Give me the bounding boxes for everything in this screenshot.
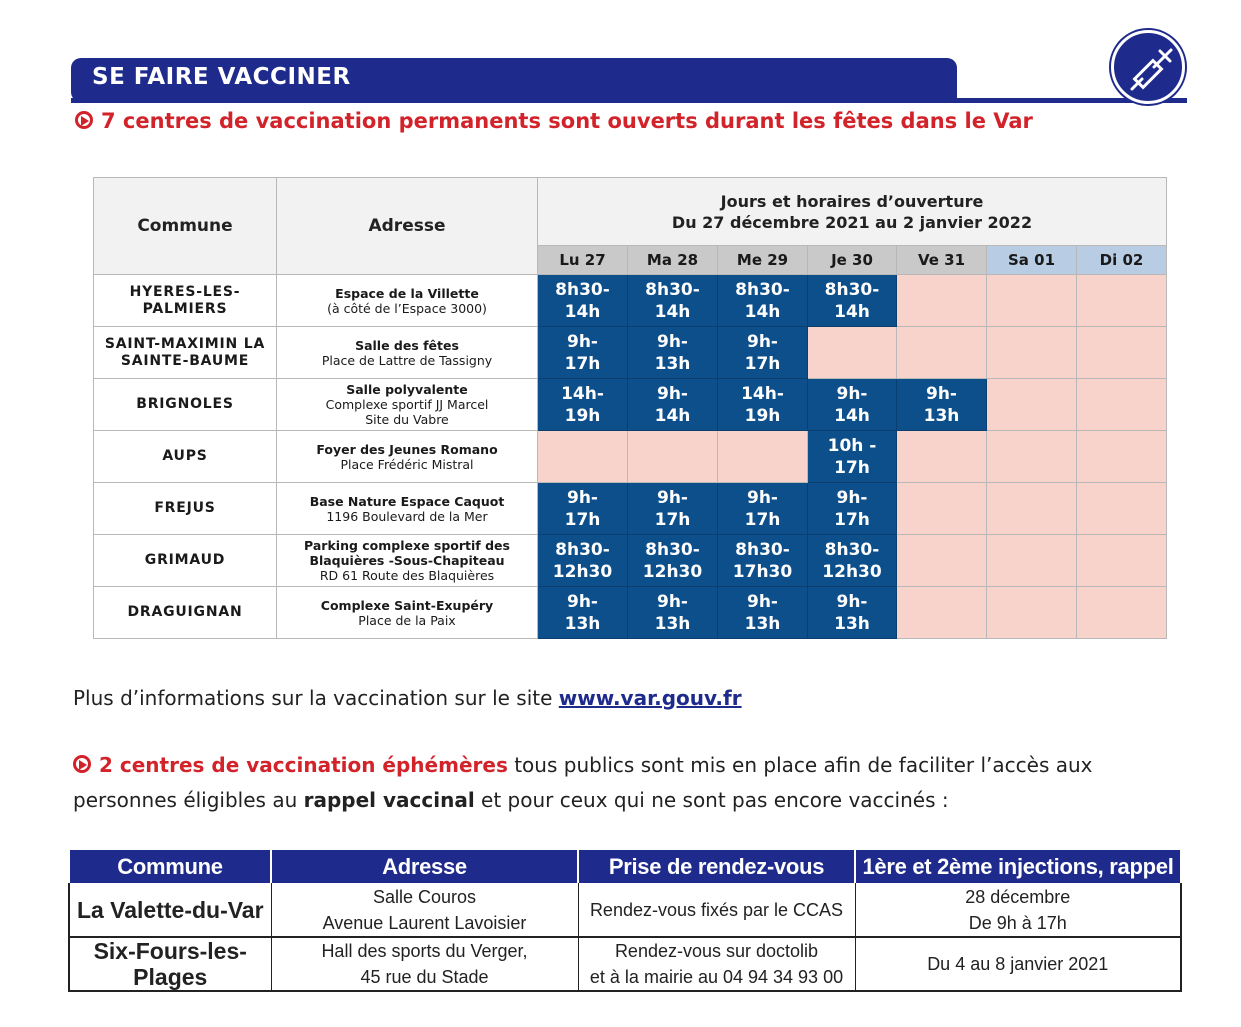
dates-cell — [855, 883, 1181, 937]
closed-slot — [987, 431, 1077, 483]
address-cell — [277, 327, 538, 379]
open-slot: 9h- 14h — [628, 379, 718, 431]
open-slot: 8h30- 12h30 — [808, 535, 897, 587]
dates-cell-line: De 9h à 17h — [968, 912, 1067, 933]
open-slot: 8h30- 14h — [538, 275, 628, 327]
column-header: Commune — [69, 850, 271, 883]
header-adresse: Adresse — [277, 178, 538, 275]
permanent-centres-table — [93, 177, 1167, 639]
table-row — [94, 483, 1167, 535]
open-slot: 8h30- 14h — [718, 275, 808, 327]
section1-heading: 7 centres de vaccination permanents sont ouverts durant les fêtes dans le Var — [75, 109, 1033, 133]
open-slot: 14h- 19h — [538, 379, 628, 431]
commune-cell: SAINT-MAXIMIN LA SAINTE-BAUME — [94, 327, 277, 379]
address-line: Base Nature Espace Caquot — [309, 493, 505, 509]
open-slot: 9h- 13h — [628, 327, 718, 379]
commune-cell: La Valette-du-Var — [69, 883, 271, 937]
column-header: Adresse — [271, 850, 578, 883]
day-header: Je 30 — [808, 246, 897, 275]
open-slot: 9h- 17h — [538, 483, 628, 535]
closed-slot — [538, 431, 628, 483]
address-line: Espace de la Villette — [335, 285, 479, 301]
closed-slot — [897, 275, 987, 327]
column-header: Prise de rendez-vous — [578, 850, 855, 883]
address-line: Place de Lattre de Tassigny — [321, 352, 493, 368]
address-cell — [277, 587, 538, 639]
open-slot: 9h- 14h — [808, 379, 897, 431]
open-slot: 14h- 19h — [718, 379, 808, 431]
closed-slot — [1077, 483, 1167, 535]
arrow-circle-icon — [75, 111, 93, 129]
dates-cell-line: Du 4 au 8 janvier 2021 — [927, 954, 1109, 974]
closed-slot — [897, 327, 987, 379]
day-header: Sa 01 — [987, 246, 1077, 275]
day-header: Me 29 — [718, 246, 808, 275]
address-cell — [277, 535, 538, 587]
address-cell — [271, 937, 578, 991]
address-line: Complexe Saint-Exupéry — [320, 597, 494, 613]
closed-slot — [987, 379, 1077, 431]
closed-slot — [1077, 327, 1167, 379]
var-gouv-link[interactable]: www.var.gouv.fr — [558, 686, 742, 710]
open-slot: 9h- 17h — [628, 483, 718, 535]
dates-cell-line: 28 décembre — [965, 886, 1071, 907]
address-cell-line: Avenue Laurent Lavoisier — [322, 912, 527, 933]
header-hours: Jours et horaires d’ouverture Du 27 décembre 2021 au 2 janvier 2022 — [538, 178, 1167, 246]
open-slot: 9h- 13h — [718, 587, 808, 639]
table-row — [94, 587, 1167, 639]
closed-slot — [987, 535, 1077, 587]
commune-cell: AUPS — [94, 431, 277, 483]
address-cell — [277, 431, 538, 483]
dates-cell — [855, 937, 1181, 991]
commune-cell: DRAGUIGNAN — [94, 587, 277, 639]
address-line: Place Frédéric Mistral — [340, 456, 474, 472]
address-cell — [277, 275, 538, 327]
open-slot: 9h- 13h — [808, 587, 897, 639]
page-title: SE FAIRE VACCINER — [92, 64, 351, 90]
closed-slot — [897, 535, 987, 587]
day-header: Lu 27 — [538, 246, 628, 275]
appointment-cell — [578, 883, 855, 937]
open-slot: 9h- 13h — [628, 587, 718, 639]
closed-slot — [1077, 379, 1167, 431]
section2-paragraph: 2 centres de vaccination éphémères tous publics sont mis en place afin de faciliter l’accès aux personnes éligibles au rappel vaccinal et pour ceux qui ne sont pas encore vaccinés : — [73, 753, 1093, 812]
arrow-circle-icon — [73, 755, 91, 773]
column-header: 1ère et 2ème injections, rappel — [855, 850, 1181, 883]
open-slot: 9h- 17h — [808, 483, 897, 535]
address-line: (à côté de l’Espace 3000) — [327, 300, 487, 316]
commune-cell: Six-Fours-les-Plages — [69, 937, 271, 991]
open-slot: 8h30- 12h30 — [538, 535, 628, 587]
appointment-cell-line: et à la mairie au 04 94 34 93 00 — [589, 967, 844, 987]
open-slot: 9h- 13h — [897, 379, 987, 431]
commune-cell: BRIGNOLES — [94, 379, 277, 431]
address-cell — [277, 483, 538, 535]
table-row — [69, 883, 1181, 937]
closed-slot — [897, 431, 987, 483]
table-row — [94, 379, 1167, 431]
header-commune: Commune — [94, 178, 277, 275]
closed-slot — [628, 431, 718, 483]
address-line: Complexe sportif JJ Marcel — [325, 397, 489, 412]
commune-cell: FREJUS — [94, 483, 277, 535]
address-line: Salle des fêtes — [355, 337, 459, 353]
appointment-cell — [578, 937, 855, 991]
table-row — [94, 431, 1167, 483]
appointment-cell-line: Rendez-vous sur doctolib — [614, 941, 819, 961]
table-row — [69, 937, 1181, 991]
closed-slot — [987, 483, 1077, 535]
closed-slot — [1077, 275, 1167, 327]
open-slot: 9h- 17h — [538, 327, 628, 379]
closed-slot — [718, 431, 808, 483]
address-line: 1196 Boulevard de la Mer — [326, 508, 488, 524]
commune-cell: GRIMAUD — [94, 535, 277, 587]
open-slot: 8h30- 17h30 — [718, 535, 808, 587]
closed-slot — [987, 587, 1077, 639]
address-cell — [271, 883, 578, 937]
ephemeral-centres-table — [68, 850, 1182, 992]
address-line: RD 61 Route des Blaquières — [319, 568, 495, 583]
closed-slot — [1077, 431, 1167, 483]
closed-slot — [897, 483, 987, 535]
open-slot: 9h- 17h — [718, 327, 808, 379]
address-line: Place de la Paix — [358, 612, 456, 628]
address-line: Salle polyvalente — [346, 382, 468, 397]
open-slot: 8h30- 14h — [628, 275, 718, 327]
open-slot: 8h30- 14h — [808, 275, 897, 327]
commune-cell: HYERES-LES-PALMIERS — [94, 275, 277, 327]
table-row — [94, 535, 1167, 587]
address-cell — [277, 379, 538, 431]
appointment-cell-line: Rendez-vous fixés par le CCAS — [589, 899, 844, 920]
open-slot: 9h- 13h — [538, 587, 628, 639]
address-line: Foyer des Jeunes Romano — [316, 441, 498, 457]
address-line: Site du Vabre — [365, 412, 449, 427]
syringe-icon — [1111, 30, 1185, 104]
day-header: Ma 28 — [628, 246, 718, 275]
closed-slot — [1077, 535, 1167, 587]
address-cell-line: 45 rue du Stade — [360, 967, 489, 987]
day-header: Ve 31 — [897, 246, 987, 275]
address-cell-line: Salle Couros — [372, 886, 477, 907]
closed-slot — [808, 327, 897, 379]
closed-slot — [897, 587, 987, 639]
header-underline — [71, 98, 1187, 103]
closed-slot — [1077, 587, 1167, 639]
day-header: Di 02 — [1077, 246, 1167, 275]
table-row — [94, 275, 1167, 327]
table-row — [94, 327, 1167, 379]
open-slot: 9h- 17h — [718, 483, 808, 535]
closed-slot — [987, 327, 1077, 379]
address-line: Parking complexe sportif des Blaquières -Sous-Chapiteau — [304, 538, 510, 568]
info-line: Plus d’informations sur la vaccination sur le site www.var.gouv.fr — [73, 686, 742, 710]
closed-slot — [987, 275, 1077, 327]
address-cell-line: Hall des sports du Verger, — [321, 941, 528, 961]
open-slot: 10h - 17h — [808, 431, 897, 483]
open-slot: 8h30- 12h30 — [628, 535, 718, 587]
